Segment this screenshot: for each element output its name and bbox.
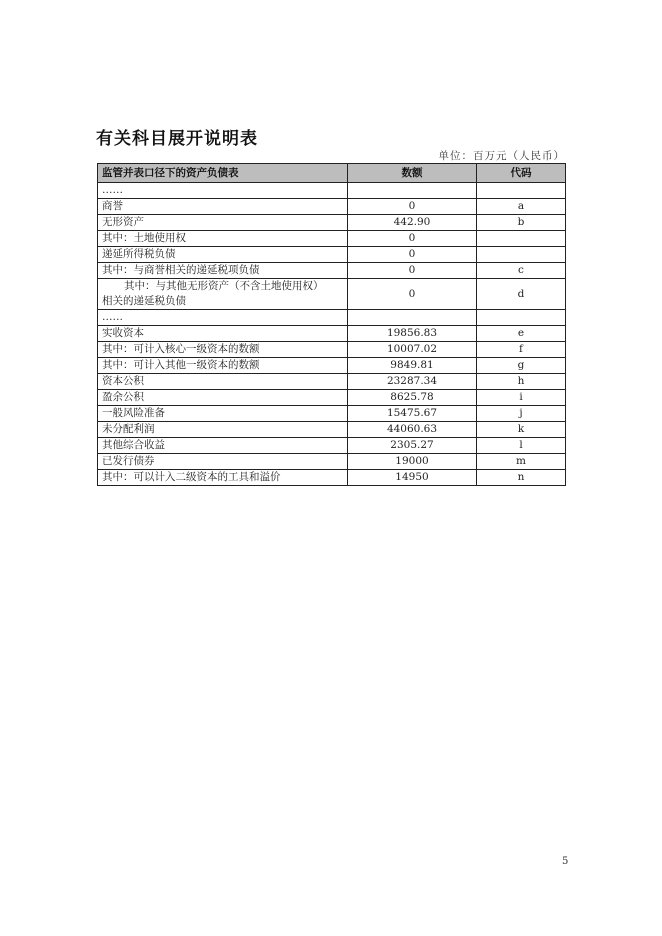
row-code: a <box>477 199 566 215</box>
page-title: 有关科目展开说明表 <box>96 129 258 149</box>
header-code: 代码 <box>477 164 566 183</box>
row-value: 9849.81 <box>348 358 477 374</box>
row-item: 递延所得税负债 <box>98 247 348 263</box>
row-item: 其中：可以计入二级资本的工具和溢价 <box>98 470 348 486</box>
row-code: c <box>477 263 566 279</box>
unit-label: 单位：百万元（人民币） <box>438 150 565 162</box>
table-row <box>98 279 566 310</box>
row-value: 442.90 <box>348 215 477 231</box>
table-row <box>98 215 566 231</box>
row-value: 10007.02 <box>348 342 477 358</box>
row-value: 0 <box>348 247 477 263</box>
table-row <box>98 406 566 422</box>
row-item: 资本公积 <box>98 374 348 390</box>
row-item <box>98 279 348 310</box>
table-row <box>98 342 566 358</box>
row-code: l <box>477 438 566 454</box>
table-row <box>98 374 566 390</box>
row-value <box>348 183 477 199</box>
row-value: 0 <box>348 279 477 310</box>
row-code <box>477 183 566 199</box>
table-row <box>98 231 566 247</box>
table-row <box>98 199 566 215</box>
row-code: b <box>477 215 566 231</box>
row-code: m <box>477 454 566 470</box>
row-code: f <box>477 342 566 358</box>
row-value: 0 <box>348 263 477 279</box>
page-number: 5 <box>562 856 569 867</box>
row-code <box>477 247 566 263</box>
row-item: 一般风险准备 <box>98 406 348 422</box>
row-code: k <box>477 422 566 438</box>
row-value: 0 <box>348 199 477 215</box>
row-value: 19000 <box>348 454 477 470</box>
row-item: 其中：可计入核心一级资本的数额 <box>98 342 348 358</box>
row-item: 其中：与商誉相关的递延税项负债 <box>98 263 348 279</box>
table-row <box>98 183 566 199</box>
row-value: 14950 <box>348 470 477 486</box>
row-item: 商誉 <box>98 199 348 215</box>
row-item: 实收资本 <box>98 326 348 342</box>
table-row <box>98 247 566 263</box>
table-row <box>98 390 566 406</box>
row-code <box>477 231 566 247</box>
table-header-row <box>98 164 566 183</box>
header-item: 监管并表口径下的资产负债表 <box>98 164 348 183</box>
row-item: 未分配利润 <box>98 422 348 438</box>
row-code: j <box>477 406 566 422</box>
row-code: d <box>477 279 566 310</box>
row-item: 其中：土地使用权 <box>98 231 348 247</box>
row-code: h <box>477 374 566 390</box>
header-value: 数额 <box>348 164 477 183</box>
row-value: 0 <box>348 231 477 247</box>
row-value <box>348 310 477 326</box>
balance-sheet-table <box>97 163 566 486</box>
row-value: 15475.67 <box>348 406 477 422</box>
row-value: 2305.27 <box>348 438 477 454</box>
row-item: 无形资产 <box>98 215 348 231</box>
row-value: 23287.34 <box>348 374 477 390</box>
row-item: 其他综合收益 <box>98 438 348 454</box>
table-row <box>98 470 566 486</box>
table-row <box>98 263 566 279</box>
row-code <box>477 310 566 326</box>
row-code: n <box>477 470 566 486</box>
row-value: 19856.83 <box>348 326 477 342</box>
table-row <box>98 358 566 374</box>
row-value: 8625.78 <box>348 390 477 406</box>
row-code: g <box>477 358 566 374</box>
table-row <box>98 422 566 438</box>
row-item: 已发行债券 <box>98 454 348 470</box>
row-item-line1: 其中：与其他无形资产（不含土地使用权） <box>124 280 324 292</box>
row-code: i <box>477 390 566 406</box>
row-item-line2: 相关的递延税负债 <box>102 295 186 307</box>
row-code: e <box>477 326 566 342</box>
row-item: …… <box>98 183 348 199</box>
row-item: …… <box>98 310 348 326</box>
table-row <box>98 326 566 342</box>
table-row <box>98 454 566 470</box>
table-row <box>98 438 566 454</box>
row-item: 盈余公积 <box>98 390 348 406</box>
row-value: 44060.63 <box>348 422 477 438</box>
row-item: 其中：可计入其他一级资本的数额 <box>98 358 348 374</box>
table-row <box>98 310 566 326</box>
